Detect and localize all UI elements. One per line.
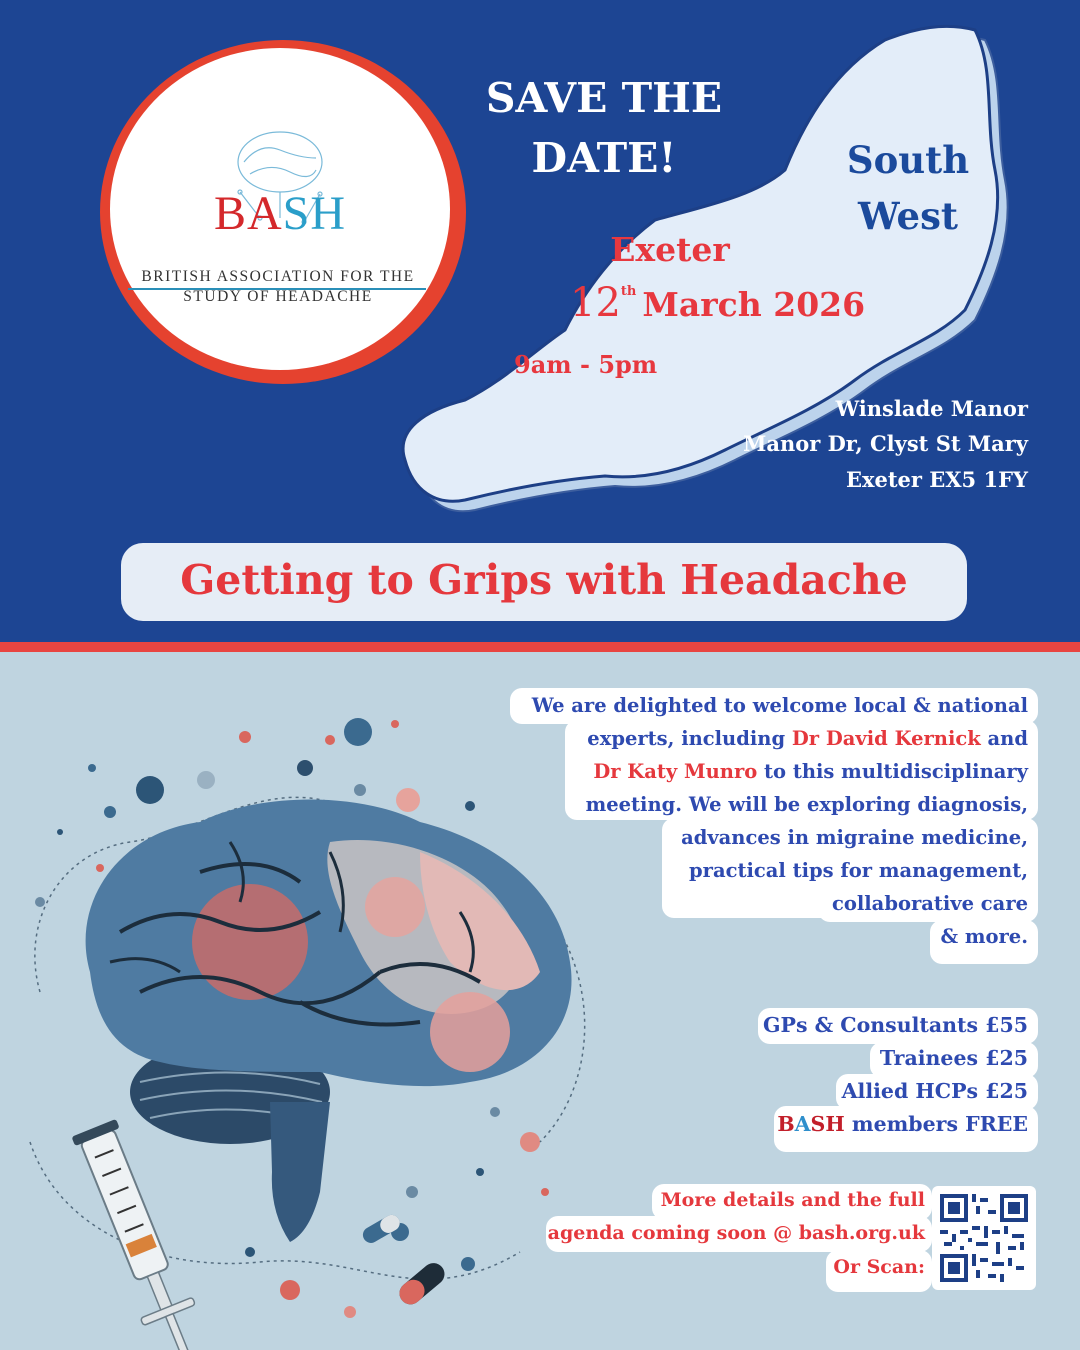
logo-letter-b: B [213, 187, 247, 240]
bash-letter-s: S [810, 1112, 826, 1136]
logo-letter-s: S [282, 187, 311, 240]
price-trainees: Trainees £25 [879, 1046, 1028, 1070]
event-date [570, 280, 870, 326]
speaker-munro: Dr Katy Munro [593, 760, 758, 783]
intro-line3-b: to this multidisciplinary [757, 760, 1028, 783]
event-day-suffix: th [620, 284, 637, 299]
venue-line3: Exeter EX5 1FY [845, 467, 1028, 492]
save-the-date-line1: SAVE THE [485, 74, 723, 122]
more-line2[interactable]: agenda coming soon @ bash.org.uk [547, 1222, 925, 1244]
intro-line1: We are delighted to welcome local & national [531, 694, 1028, 717]
intro-line5: advances in migraine medicine, [681, 826, 1028, 849]
intro-line2-a: experts, including [587, 727, 792, 750]
logo-letter-h: H [310, 187, 347, 240]
bash-members-text: members FREE [844, 1112, 1028, 1136]
more-line1: More details and the full [660, 1189, 925, 1211]
event-time: 9am - 5pm [514, 350, 658, 379]
bash-letter-a: A [794, 1112, 811, 1136]
qr-code[interactable] [932, 1186, 1036, 1290]
venue-line2: Manor Dr, Clyst St Mary [743, 431, 1028, 456]
more-line3: Or Scan: [833, 1256, 925, 1278]
intro-line2 [587, 727, 1028, 750]
price-gp: GPs & Consultants £55 [763, 1013, 1028, 1037]
intro-line3 [593, 760, 1028, 783]
qr-code-icon [940, 1194, 1028, 1282]
price-bash-members [777, 1112, 1028, 1136]
save-the-date-line2: DATE! [531, 134, 677, 182]
event-title: Getting to Grips with Headache [180, 556, 908, 604]
intro-line2-c: and [980, 727, 1028, 750]
price-allied: Allied HCPs £25 [841, 1079, 1028, 1103]
intro-line8: & more. [940, 925, 1028, 948]
speaker-kernick: Dr David Kernick [791, 727, 981, 750]
region-line2: West [858, 194, 958, 238]
event-day: 12 [570, 280, 621, 326]
venue-line1: Winslade Manor [835, 396, 1028, 421]
section-divider [0, 642, 1080, 652]
region-line1: South [846, 138, 970, 182]
logo-subtitle-line1: BRITISH ASSOCIATION FOR THE [141, 268, 415, 285]
intro-line7: collaborative care [831, 892, 1028, 915]
bash-logo-wordmark [190, 186, 370, 241]
intro-line6: practical tips for management, [689, 859, 1028, 882]
brain-illustration [0, 672, 620, 1350]
event-city: Exeter [610, 230, 730, 269]
intro-line4: meeting. We will be exploring diagnosis, [585, 793, 1028, 816]
bash-letter-b: B [777, 1112, 795, 1136]
logo-letter-a: A [246, 187, 283, 240]
bash-letter-h: H [825, 1112, 845, 1136]
event-month-year: March 2026 [642, 285, 866, 324]
logo-subtitle-line2: STUDY OF HEADACHE [183, 288, 373, 305]
